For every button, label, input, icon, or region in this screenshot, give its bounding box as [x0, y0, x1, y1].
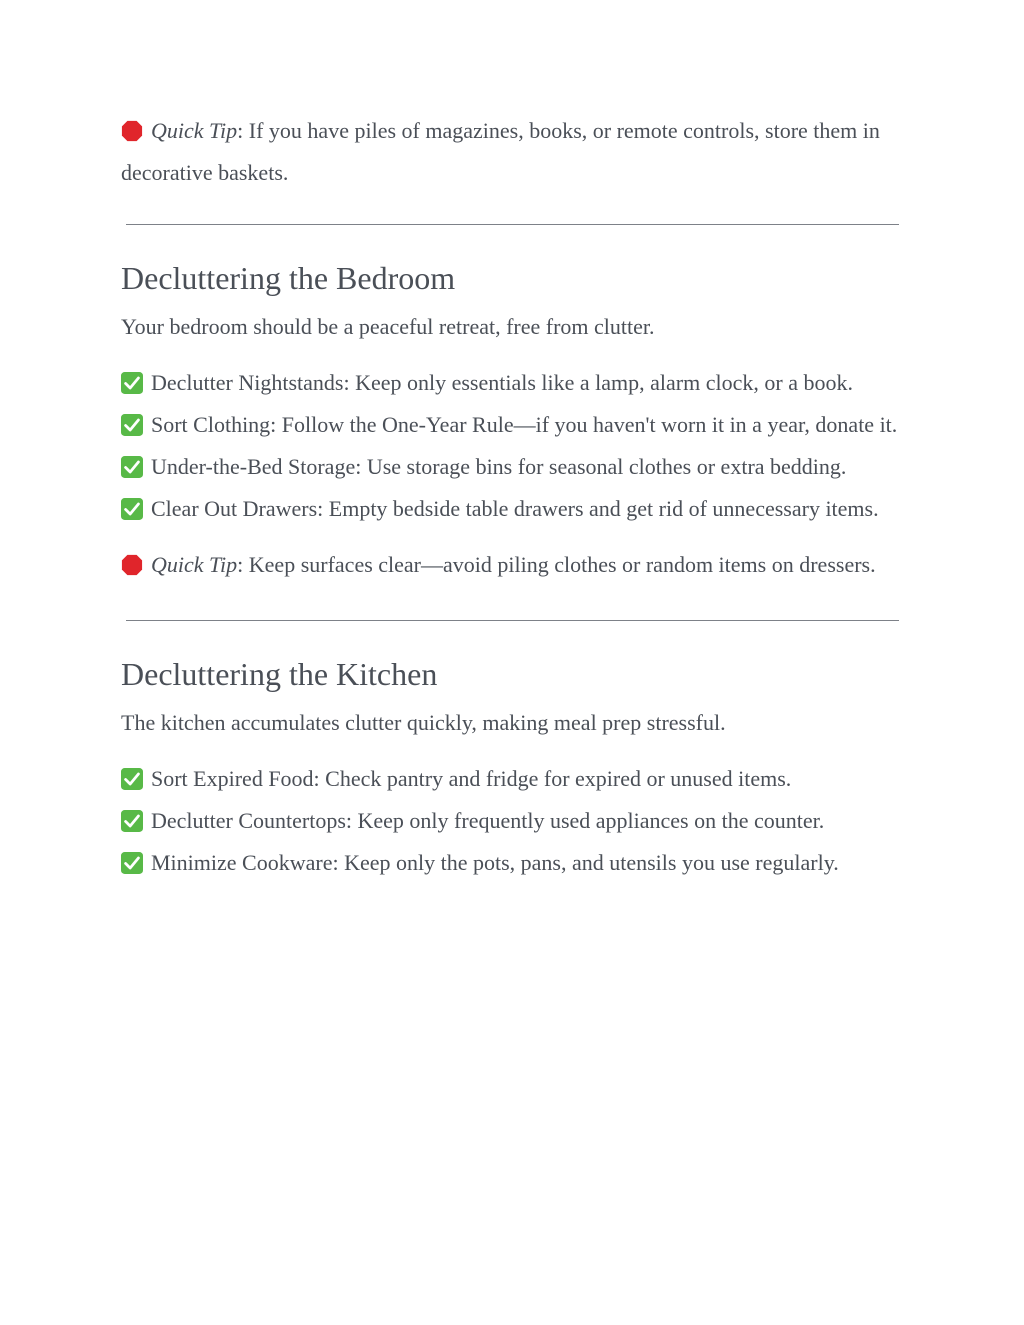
- quick-tip-text: : Keep surfaces clear—avoid piling clothes or random items on dressers.: [237, 552, 876, 577]
- section-heading-kitchen: Decluttering the Kitchen: [121, 656, 438, 692]
- check-mark-icon: [121, 372, 143, 394]
- list-item: Declutter Countertops: Keep only frequently used appliances on the counter.: [121, 800, 901, 842]
- quick-tip: [121, 110, 901, 194]
- list-item: Clear Out Drawers: Empty bedside table drawers and get rid of unnecessary items.: [121, 488, 901, 530]
- section-heading-bedroom: Decluttering the Bedroom: [121, 260, 456, 296]
- check-mark-icon: [121, 768, 143, 790]
- section-intro-kitchen: The kitchen accumulates clutter quickly, making meal prep stressful.: [121, 710, 726, 735]
- quick-tip-text: : If you have piles of magazines, books, or remote controls, store them in decorative baskets.: [121, 118, 880, 185]
- list-item: Declutter Nightstands: Keep only essentials like a lamp, alarm clock, or a book.: [121, 362, 901, 404]
- quick-tip-label: Quick Tip: [151, 552, 238, 577]
- section-intro-bedroom: Your bedroom should be a peaceful retreat, free from clutter.: [121, 314, 655, 339]
- document-page: [121, 110, 901, 884]
- checklist-bedroom: [121, 362, 901, 530]
- stop-sign-icon: [121, 554, 143, 576]
- check-mark-icon: [121, 810, 143, 832]
- quick-tip-label: Quick Tip: [151, 118, 238, 143]
- check-mark-icon: [121, 498, 143, 520]
- check-mark-icon: [121, 852, 143, 874]
- list-item: Sort Expired Food: Check pantry and fridge for expired or unused items.: [121, 758, 901, 800]
- section-divider: [126, 620, 899, 621]
- checklist-kitchen: [121, 758, 901, 884]
- check-mark-icon: [121, 456, 143, 478]
- quick-tip: [121, 544, 901, 586]
- check-mark-icon: [121, 414, 143, 436]
- list-item: Minimize Cookware: Keep only the pots, pans, and utensils you use regularly.: [121, 842, 901, 884]
- list-item: Under-the-Bed Storage: Use storage bins for seasonal clothes or extra bedding.: [121, 446, 901, 488]
- stop-sign-icon: [121, 120, 143, 142]
- list-item: Sort Clothing: Follow the One-Year Rule—if you haven't worn it in a year, donate it.: [121, 404, 901, 446]
- section-divider: [126, 224, 899, 225]
